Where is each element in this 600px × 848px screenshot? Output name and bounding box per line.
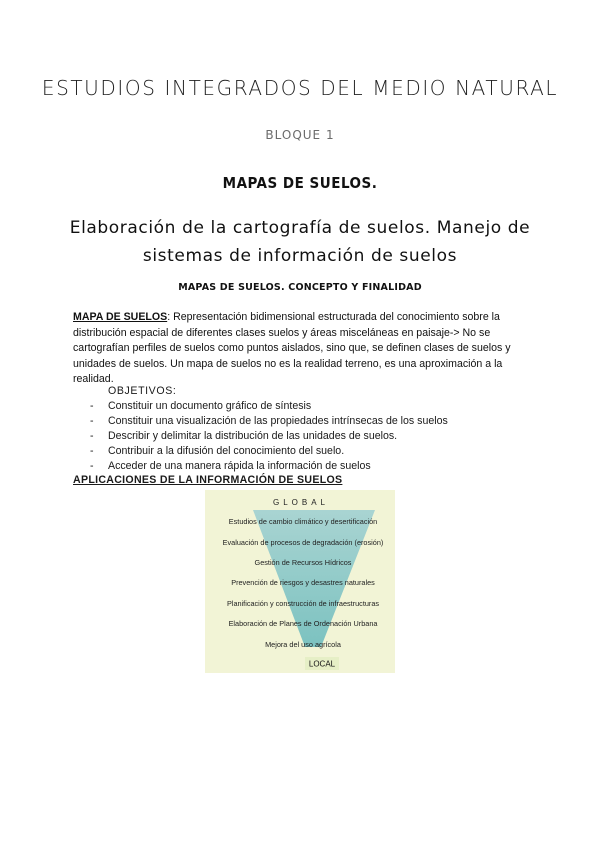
definition-term: MAPA DE SUELOS bbox=[73, 311, 168, 323]
objective-item: - Constituir una visualización de las propiedades intrínsecas de los suelos bbox=[90, 415, 448, 427]
section-subtitle-line-1: Elaboración de la cartografía de suelos. Manejo de bbox=[69, 218, 531, 238]
local-label: LOCAL bbox=[308, 659, 336, 669]
diagram-item: Gestión de Recursos Hídricos bbox=[254, 558, 352, 567]
concept-heading: MAPAS DE SUELOS. CONCEPTO Y FINALIDAD bbox=[178, 282, 422, 293]
objectives-title: OBJETIVOS: bbox=[108, 385, 177, 397]
funnel-diagram bbox=[205, 490, 395, 673]
section-title: MAPAS DE SUELOS. bbox=[222, 174, 378, 192]
diagram-item: Planificación y construcción de infraestructuras bbox=[226, 599, 380, 608]
objective-item: - Constituir un documento gráfico de síntesis bbox=[90, 400, 312, 412]
diagram-item: Prevención de riesgos y desastres naturales bbox=[231, 578, 375, 587]
block-label: BLOQUE 1 bbox=[265, 128, 335, 142]
diagram-item: Evaluación de procesos de degradación (erosión) bbox=[222, 538, 384, 547]
objective-item: - Acceder de una manera rápida la información de suelos bbox=[90, 460, 371, 472]
global-label: GLOBAL bbox=[272, 498, 330, 507]
document-title: ESTUDIOS INTEGRADOS DEL MEDIO NATURAL bbox=[41, 76, 559, 100]
objective-item: - Describir y delimitar la distribución de las unidades de suelos. bbox=[90, 430, 398, 442]
applications-title: APLICACIONES DE LA INFORMACIÓN DE SUELOS bbox=[73, 474, 343, 486]
definition-paragraph bbox=[73, 310, 531, 388]
objective-item: - Contribuir a la difusión del conocimiento del suelo. bbox=[90, 445, 345, 457]
diagram-item: Estudios de cambio climático y desertificación bbox=[228, 517, 378, 526]
definition-text: : Representación bidimensional estructurada del conocimiento sobre la distribución espacial de diferentes clases suelos y áreas misceláneas en paisaje-> No se cartografían perfiles de suelos como puntos aislados, sino que, se definen clases de suelos y unidades de suelos. Un mapa de suelos no es la realidad terreno, es una aproximación a la realidad. bbox=[73, 311, 511, 386]
diagram-item: Elaboración de Planes de Ordenación Urbana bbox=[228, 619, 378, 628]
section-subtitle-line-2: sistemas de información de suelos bbox=[142, 246, 458, 266]
diagram-item: Mejora del uso agrícola bbox=[265, 640, 341, 649]
